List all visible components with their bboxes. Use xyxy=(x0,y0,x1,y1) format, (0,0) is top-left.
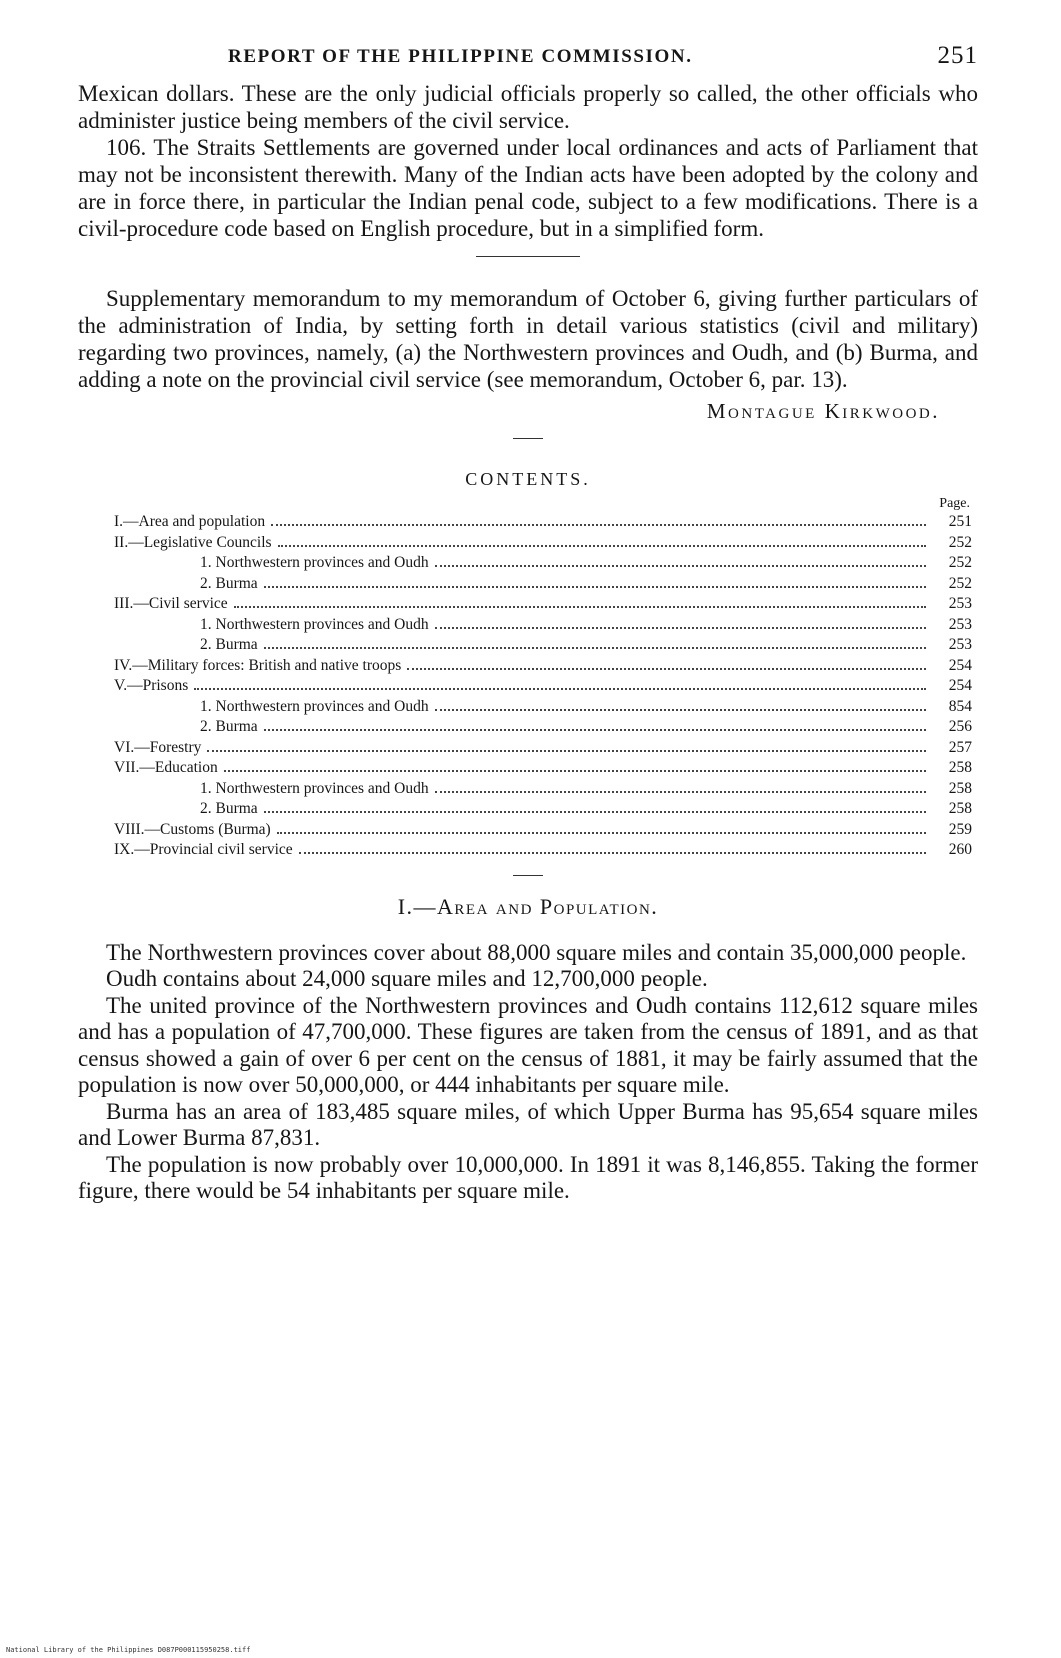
toc-leader-dots xyxy=(224,770,926,772)
toc-leader-dots xyxy=(299,852,926,854)
toc-entry xyxy=(78,840,978,861)
toc-entry xyxy=(78,656,978,677)
toc-entry-page: 254 xyxy=(948,656,972,674)
toc-entry-label: VI.—Forestry xyxy=(114,738,202,756)
toc-entry-label: VIII.—Customs (Burma) xyxy=(114,820,271,838)
toc-entry-page: 256 xyxy=(948,718,972,735)
toc-entry xyxy=(78,758,978,779)
signature-divider xyxy=(513,438,543,439)
contents-page-label: Page. xyxy=(939,496,970,511)
toc-entry-page: 258 xyxy=(948,779,972,797)
toc-entry-label: III.—Civil service xyxy=(114,595,228,612)
toc-entry-page: 257 xyxy=(948,738,972,756)
toc-entry-label: 1. Northwestern provinces and Oudh xyxy=(200,615,429,633)
toc-entry-label: V.—Prisons xyxy=(114,677,189,694)
toc-entry-label: II.—Legislative Councils xyxy=(114,533,272,551)
toc-leader-dots xyxy=(264,729,926,731)
toc-entry xyxy=(78,676,978,697)
memo-paragraph: Supplementary memorandum to my memorandum of October 6, giving further particulars of the administration of India, by setting forth in detail various statistics (civil and military) regarding two provinces, namely, (a) the Northwestern provinces and Oudh, and (b) Burma, and adding a note on the provincial civil service (see memorandum, October 6, par. 13). xyxy=(78,286,978,392)
toc-entry-page: 253 xyxy=(948,636,972,653)
toc-entry xyxy=(78,553,978,574)
toc-entry-label: IV.—Military forces: British and native troops xyxy=(114,656,402,674)
toc-leader-dots xyxy=(207,750,926,752)
contents-divider xyxy=(513,875,543,876)
toc-leader-dots xyxy=(435,627,926,629)
body-paragraph: The united province of the Northwestern provinces and Oudh contains 112,612 square miles and has a population of 47,700,000. These figures are taken from the census of 1891, and as that census showed a gain of over 6 per cent on the census of 1881, it may be fairly assumed that the population is now over 50,000,000, or 444 inhabitants per square mile. xyxy=(78,992,978,1097)
body-paragraph: Oudh contains about 24,000 square miles and 12,700,000 people. xyxy=(106,966,708,991)
toc-entry-label: VII.—Education xyxy=(114,759,218,776)
toc-entry xyxy=(78,820,978,841)
toc-entry-label: I.—Area and population xyxy=(114,513,266,530)
toc-leader-dots xyxy=(264,811,926,813)
toc-entry-page: 258 xyxy=(948,800,972,817)
contents-heading: CONTENTS. xyxy=(465,469,591,489)
toc-leader-dots xyxy=(264,586,926,588)
toc-leader-dots xyxy=(271,524,926,526)
toc-entry xyxy=(78,574,978,595)
toc-leader-dots xyxy=(407,668,926,670)
toc-entry-page: 253 xyxy=(948,615,972,633)
toc-leader-dots xyxy=(264,647,926,649)
section-heading: I.—Area and Population. xyxy=(397,893,659,919)
toc-entry-label: 1. Northwestern provinces and Oudh xyxy=(200,779,429,797)
toc-entry xyxy=(78,779,978,800)
toc-leader-dots xyxy=(277,832,926,834)
toc-leader-dots xyxy=(435,709,926,711)
section-divider xyxy=(476,256,580,257)
toc-entry-page: 260 xyxy=(948,841,972,858)
toc-leader-dots xyxy=(435,791,926,793)
toc-entry-label: 2. Burma xyxy=(200,800,258,817)
toc-entry-label: 1. Northwestern provinces and Oudh xyxy=(200,697,429,715)
toc-entry xyxy=(78,615,978,636)
table-of-contents xyxy=(78,512,978,861)
scan-footer: National Library of the Philippines D087P000115950258.tiff xyxy=(6,1646,251,1654)
toc-entry-label: 2. Burma xyxy=(200,718,258,735)
toc-entry xyxy=(78,799,978,820)
toc-entry-label: 2. Burma xyxy=(200,574,258,592)
toc-entry xyxy=(78,635,978,656)
toc-entry-label: 2. Burma xyxy=(200,636,258,653)
toc-entry-page: 254 xyxy=(948,677,972,694)
running-title: REPORT OF THE PHILIPPINE COMMISSION. xyxy=(228,46,693,67)
toc-entry-page: 251 xyxy=(948,513,972,530)
body-paragraph: Burma has an area of 183,485 square miles, of which Upper Burma has 95,654 square miles and Lower Burma 87,831. xyxy=(78,1098,978,1150)
page-number: 251 xyxy=(937,42,978,69)
paragraph-106: 106. The Straits Settlements are governed under local ordinances and acts of Parliament that may not be inconsistent therewith. Many of the Indian acts have been adopted by the colony and are in force there, in particular the Indian penal code, subject to a few modifications. There is a civil-procedure code based on English procedure, but in a simplified form. xyxy=(78,135,978,241)
toc-entry xyxy=(78,697,978,718)
toc-entry-page: 854 xyxy=(948,697,972,715)
memo-signature: Montague Kirkwood. xyxy=(706,399,940,423)
toc-entry-page: 252 xyxy=(948,554,972,571)
section-body xyxy=(78,940,978,1205)
paragraph-continuation: Mexican dollars. These are the only judicial officials properly so called, the other officials who administer justice being members of the civil service. xyxy=(78,81,978,133)
toc-entry-page: 253 xyxy=(948,595,972,612)
toc-entry xyxy=(78,533,978,554)
toc-leader-dots xyxy=(194,688,926,690)
toc-entry xyxy=(78,717,978,738)
toc-entry-page: 258 xyxy=(948,759,972,776)
toc-leader-dots xyxy=(435,565,926,567)
toc-entry xyxy=(78,512,978,533)
toc-entry-page: 252 xyxy=(948,574,972,592)
toc-entry xyxy=(78,594,978,615)
toc-entry-page: 259 xyxy=(948,820,972,838)
toc-entry-label: 1. Northwestern provinces and Oudh xyxy=(200,554,429,571)
body-paragraph: The population is now probably over 10,000,000. In 1891 it was 8,146,855. Taking the former figure, there would be 54 inhabitants per square mile. xyxy=(78,1151,978,1203)
toc-leader-dots xyxy=(278,545,926,547)
page-header xyxy=(78,42,978,80)
toc-leader-dots xyxy=(234,606,926,608)
toc-entry-label: IX.—Provincial civil service xyxy=(114,841,293,858)
toc-entry xyxy=(78,738,978,759)
toc-entry-page: 252 xyxy=(948,533,972,551)
body-paragraph: The Northwestern provinces cover about 88,000 square miles and contain 35,000,000 people. xyxy=(106,939,967,965)
document-page xyxy=(78,42,978,1205)
